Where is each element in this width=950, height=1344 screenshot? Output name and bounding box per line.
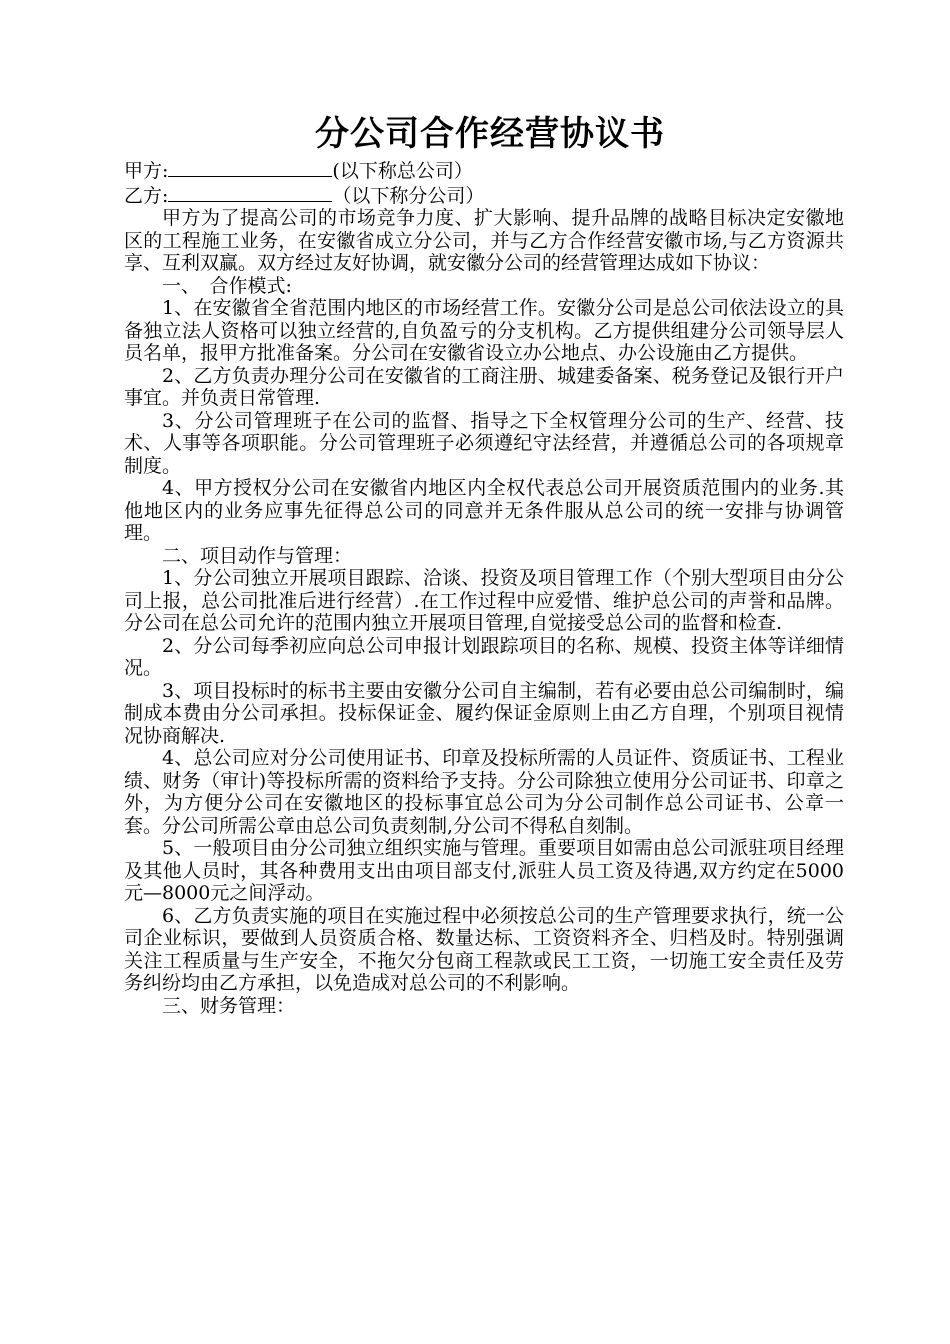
section-2-item: 3、项目投标时的标书主要由安徽分公司自主编制，若有必要由总公司编制时，编制成本费由分公司承担。投标保证金、履约保证金原则上由乙方自理，个别项目视情况协商解决.: [124, 679, 844, 747]
party-b-blank: [168, 183, 332, 202]
section-1-item: 4、甲方授权分公司在安徽省内地区内全权代表总公司开展资质范围内的业务.其他地区内的业务应事先征得总公司的同意并无条件服从总公司的统一安排与协调管理。: [124, 477, 844, 544]
section-3-heading: 三、财务管理：: [162, 994, 296, 1017]
party-a-label: 甲方:: [124, 160, 169, 182]
section-2-item: 6、乙方负责实施的项目在实施过程中必须按总公司的生产管理要求执行，统一公司企业标识，要做到人员资质合格、数量达标、工资资料齐全、归档及时。特别强调关注工程质量与生产安全，不拖欠分包商工程款或民工工资，一切施工安全责任及劳务纠纷均由乙方承担，以免造成对总公司的不利影响。: [124, 904, 844, 994]
section-2-item: 5、一般项目由分公司独立组织实施与管理。重要项目如需由总公司派驻项目经理及其他人员时，其各种费用支出由项目部支付,派驻人员工资及待遇,双方约定在5000元—8000元之间浮动。: [124, 837, 844, 904]
section-1-item: 1、在安徽省全省范围内地区的市场经营工作。安徽分公司是总公司依法设立的具备独立法人资格可以独立经营的,自负盈亏的分支机构。乙方提供组建分公司领导层人员名单，报甲方批准备案。分公司在安徽省设立办公地点、办公设施由乙方提供。: [124, 297, 844, 364]
document-page: [124, 110, 844, 1017]
party-a-note: (以下称总公司）: [332, 160, 473, 182]
section-2-heading: 二、项目动作与管理：: [162, 544, 353, 567]
section-1-heading: 一、 合作模式:: [162, 274, 292, 297]
party-b-line: [124, 183, 844, 208]
intro-paragraph: 甲方为了提高公司的市场竞争力度、扩大影响、提升品牌的战略目标决定安徽地区的工程施工业务，在安徽省成立分公司，并与乙方合作经营安徽市场,与乙方资源共享、互利双赢。双方经过友好协调，就安徽分公司的经营管理达成如下协议：: [124, 207, 844, 274]
section-1-item: 2、乙方负责办理分公司在安徽省的工商注册、城建委备案、税务登记及银行开户事宜。并负责日常管理.: [124, 364, 844, 409]
section-2-item: 4、总公司应对分公司使用证书、印章及投标所需的人员证件、资质证书、工程业绩、财务（审计)等投标所需的资料给予支持。分公司除独立使用分公司证书、印章之外，为方便分公司在安徽地区的投标事宜总公司为分公司制作总公司证书、公章一套。分公司所需公章由总公司负责刻制,分公司不得私自刻制。: [124, 747, 844, 837]
section-2-item: 2、分公司每季初应向总公司申报计划跟踪项目的名称、规模、投资主体等详细情况。: [124, 634, 844, 679]
party-a-line: [124, 158, 844, 183]
section-1-item: 3、分公司管理班子在公司的监督、指导之下全权管理分公司的生产、经营、技术、人事等各项职能。分公司管理班子必须遵纪守法经营，并遵循总公司的各项规章制度。: [124, 409, 844, 477]
section-2-item: 1、分公司独立开展项目跟踪、洽谈、投资及项目管理工作（个别大型项目由分公司上报，总公司批准后进行经营）.在工作过程中应爱惜、维护总公司的声誉和品牌。分公司在总公司允许的范围内独立开展项目管理,自觉接受总公司的监督和检查.: [124, 567, 844, 634]
party-b-label: 乙方:: [124, 184, 169, 207]
party-b-note: （以下称分公司）: [332, 184, 485, 207]
party-a-blank: [168, 158, 332, 177]
document-title: 分公司合作经营协议书: [315, 114, 665, 154]
